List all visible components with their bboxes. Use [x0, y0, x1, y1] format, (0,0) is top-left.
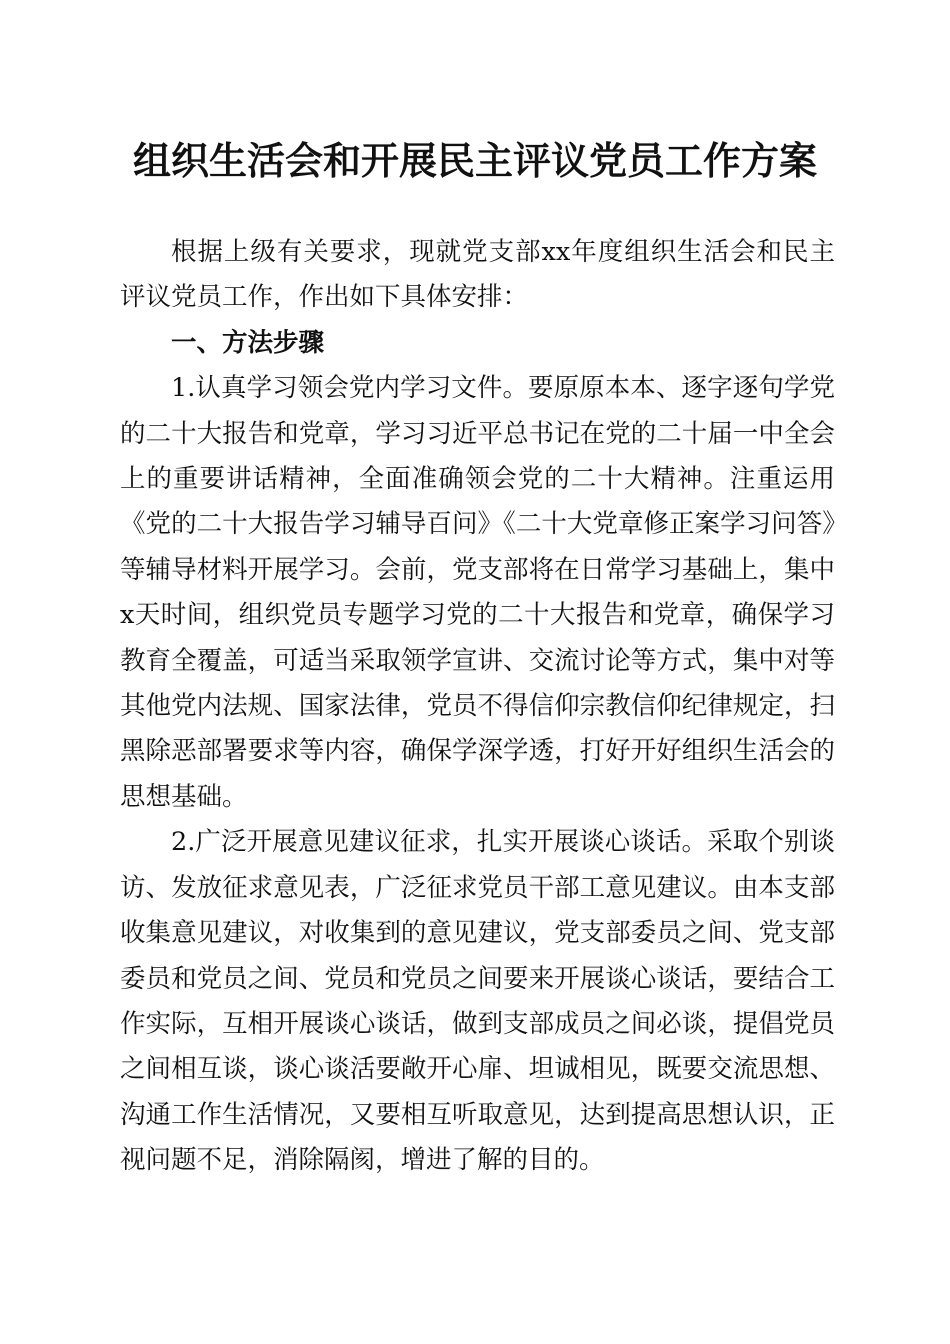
intro-paragraph: 根据上级有关要求，现就党支部xx年度组织生活会和民主评议党员工作，作出如下具体安排： — [120, 237, 835, 313]
section-heading: 一、方法步骤 — [171, 327, 325, 358]
item-2-paragraph: 2.广泛开展意见建议征求，扎实开展谈心谈话。采取个别谈访、发放征求意见表，广泛征求党员干部工意见建议。由本支部收集意见建议，对收集到的意见建议，党支部委员之间、党支部委员和党员之间、党员和党员之间要来开展谈心谈话，要结合工作实际，互相开展谈心谈话，做到支部成员之间必谈，提倡党员之间相互谈，谈心谈活要敞开心扉、坦诚相见，既要交流思想、沟通工作生活情况，又要相互听取意见，达到提高思想认识，正视问题不足，消除隔阂，增进了解的目的。 — [120, 827, 835, 1176]
document-body — [120, 230, 835, 1184]
document-title: 组织生活会和开展民主评议党员工作方案 — [132, 138, 817, 183]
item-1-paragraph: 1.认真学习领会党内学习文件。要原原本本、逐字逐句学党的二十大报告和党章，学习习近平总书记在党的二十届一中全会上的重要讲话精神，全面准确领会党的二十大精神。注重运用《党的二十大报告学习辅导百问》《二十大党章修正案学习问答》等辅导材料开展学习。会前，党支部将在日常学习基础上，集中x天时间，组织党员专题学习党的二十大报告和党章，确保学习教育全覆盖，可适当采取领学宣讲、交流讨论等方式，集中对等其他党内法规、国家法律，党员不得信仰宗教信仰纪律规定，扫黑除恶部署要求等内容，确保学深学透，打好开好组织生活会的思想基础。 — [120, 373, 835, 812]
